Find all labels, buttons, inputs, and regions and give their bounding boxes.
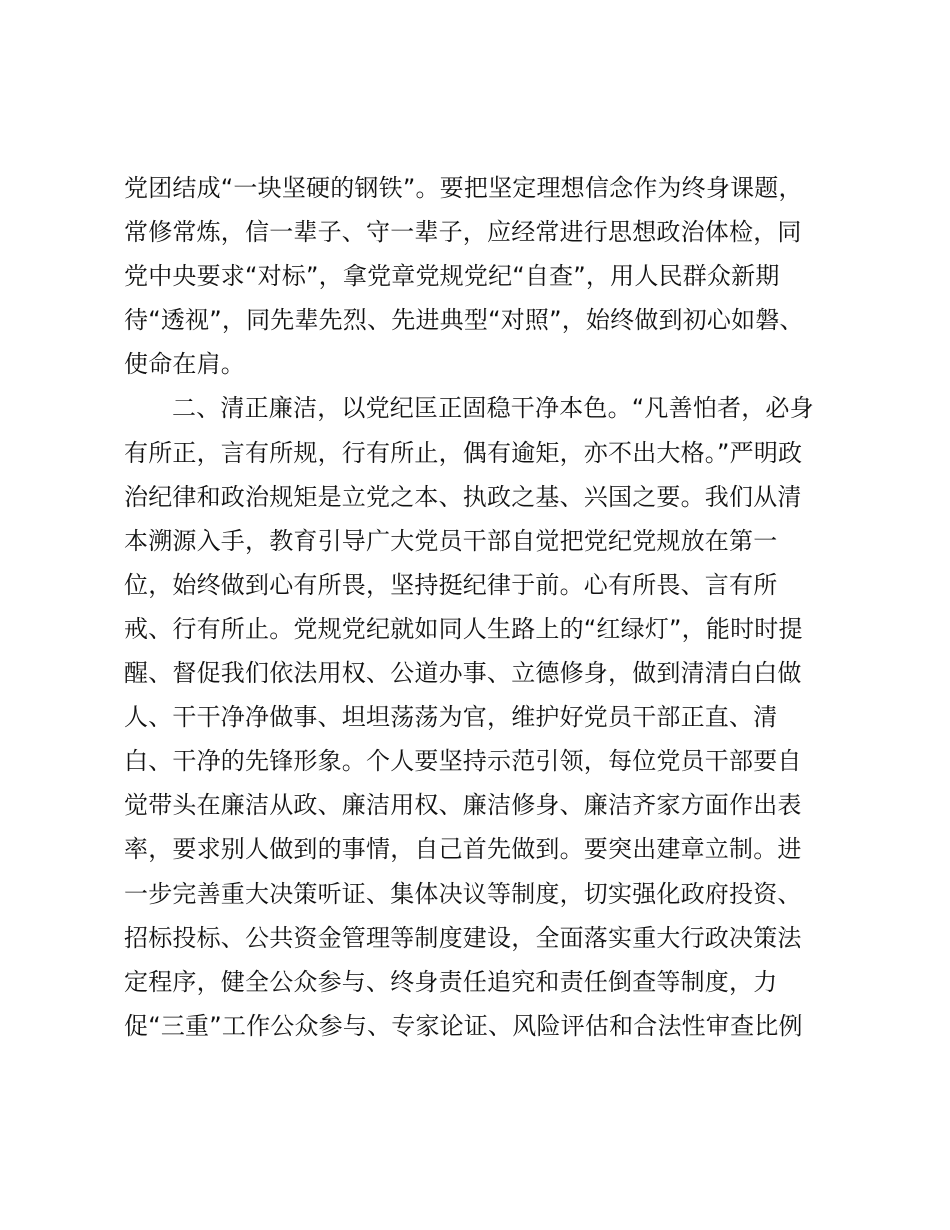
body-text [124,166,844,1048]
text-line: 党团结成“一块坚硬的钢铁”。要把坚定理想信念作为终身课题， [124,174,803,202]
text-line: 戒、行有所止。党规党纪就如同人生路上的“红绿灯”，能时时提 [124,614,803,643]
text-line: 率，要求别人做到的事情，自己首先做到。要突出建章立制。进 [124,835,802,864]
text-line: 治纪律和政治规矩是立党之本、执政之基、兴国之要。我们从清 [124,482,802,511]
text-line: 促“三重”工作公众参与、专家论证、风险评估和合法性审查比例 [124,1011,803,1040]
text-line: 常修常炼，信一辈子、守一辈子，应经常进行思想政治体检，同 [124,218,802,247]
text-line: 本溯源入手，教育引导广大党员干部自觉把党纪党规放在第一 [124,526,778,555]
section-heading-line: 二、清正廉洁，以党纪匡正固稳干净本色。“凡善怕者，必身 [172,394,814,423]
text-line: 一步完善重大决策听证、集体决议等制度，切实强化政府投资、 [124,879,802,908]
text-line: 使命在肩。 [124,350,245,379]
text-line: 定程序，健全公众参与、终身责任追究和责任倒查等制度，力 [124,967,778,996]
text-line: 位，始终做到心有所畏，坚持挺纪律于前。心有所畏、言有所 [124,570,778,599]
text-line: 招标投标、公共资金管理等制度建设，全面落实重大行政决策法 [124,923,802,952]
text-line: 白、干净的先锋形象。个人要坚持示范引领，每位党员干部要自 [124,747,802,776]
text-line: 醒、督促我们依法用权、公道办事、立德修身，做到清清白白做 [124,659,802,688]
text-line: 有所正，言有所规，行有所止，偶有逾矩，亦不出大格。”严明政 [124,438,803,467]
text-line: 人、干干净净做事、坦坦荡荡为官，维护好党员干部正直、清 [124,703,778,732]
text-line: 党中央要求“对标”，拿党章党规党纪“自查”，用人民群众新期 [124,262,780,291]
text-line: 觉带头在廉洁从政、廉洁用权、廉洁修身、廉洁齐家方面作出表 [124,791,802,820]
text-line: 待“透视”，同先辈先烈、先进典型“对照”，始终做到初心如磐、 [124,306,804,335]
